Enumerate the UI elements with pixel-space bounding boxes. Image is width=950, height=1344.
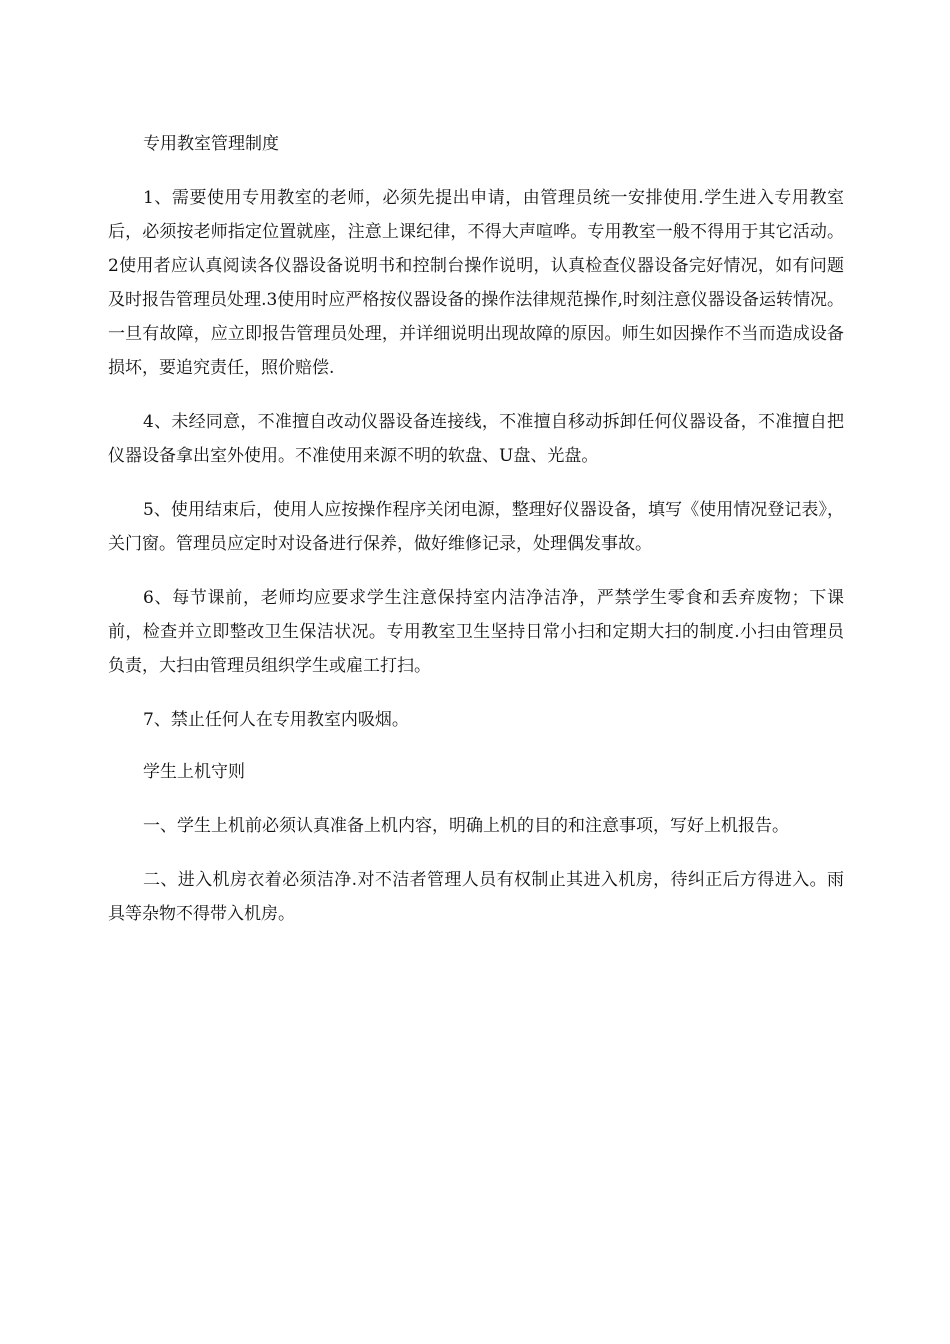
rule-paragraph-1: 1、需要使用专用教室的老师，必须先提出申请，由管理员统一安排使用.学生进入专用教室后，必须按老师指定位置就座，注意上课纪律，不得大声喧哗。专用教室一般不得用于其它活动。2使用者应认真阅读各仪器设备说明书和控制台操作说明，认真检查仪器设备完好情况，如有问题及时报告管理员处理.3使用时应严格按仪器设备的操作法律规范操作,时刻注意仪器设备运转情况。一旦有故障，应立即报告管理员处理，并详细说明出现故障的原因。师生如因操作不当而造成设备损坏，要追究责任，照价赔偿. bbox=[108, 188, 844, 378]
computer-rule-1: 一、学生上机前必须认真准备上机内容，明确上机的目的和注意事项，写好上机报告。 bbox=[143, 816, 789, 836]
section-title-computer-rules: 学生上机守则 bbox=[143, 762, 245, 782]
rule-paragraph-4: 4、未经同意，不准擅自改动仪器设备连接线，不准擅自移动拆卸任何仪器设备，不准擅自把仪器设备拿出室外使用。不准使用来源不明的软盘、U盘、光盘。 bbox=[108, 412, 844, 466]
rule-paragraph-7: 7、禁止任何人在专用教室内吸烟。 bbox=[143, 710, 409, 730]
rule-paragraph-6: 6、每节课前，老师均应要求学生注意保持室内洁净洁净，严禁学生零食和丢弃废物；下课前，检查并立即整改卫生保洁状况。专用教室卫生坚持日常小扫和定期大扫的制度.小扫由管理员负责，大扫由管理员组织学生或雇工打扫。 bbox=[108, 588, 844, 676]
rule-paragraph-5: 5、使用结束后，使用人应按操作程序关闭电源，整理好仪器设备，填写《使用情况登记表》，关门窗。管理员应定时对设备进行保养，做好维修记录，处理偶发事故。 bbox=[108, 500, 844, 554]
computer-rule-2: 二、进入机房衣着必须洁净.对不洁者管理人员有权制止其进入机房，待纠正后方得进入。雨具等杂物不得带入机房。 bbox=[108, 870, 844, 924]
section-title-classroom-rules: 专用教室管理制度 bbox=[143, 134, 279, 154]
document-page bbox=[108, 127, 844, 951]
